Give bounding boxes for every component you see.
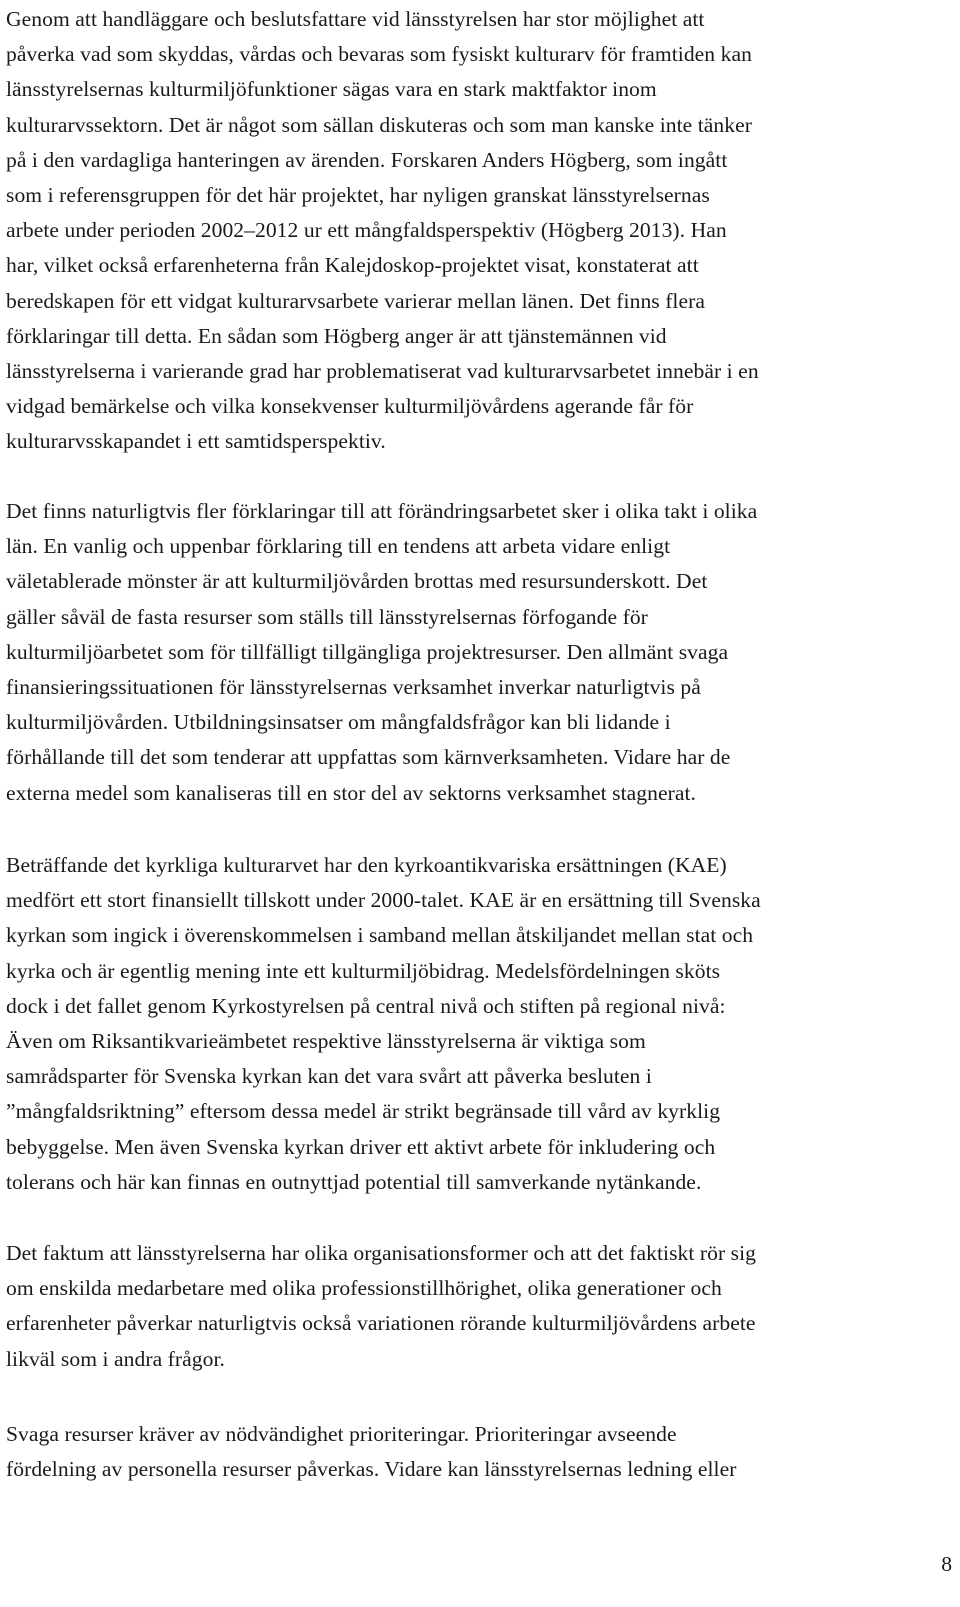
paragraph-5 — [6, 1417, 946, 1487]
text-line: erfarenheter påverkar naturligtvis också variationen rörande kulturmiljövårdens arbete — [6, 1311, 756, 1336]
text-line: väletablerade mönster är att kulturmiljövården brottas med resursunderskott. Det — [6, 569, 708, 594]
text-line: förhållande till det som tenderar att uppfattas som kärnverksamheten. Vidare har de — [6, 745, 731, 770]
text-line: om enskilda medarbetare med olika professionstillhörighet, olika generationer och — [6, 1276, 722, 1301]
text-line: kulturmiljövården. Utbildningsinsatser om mångfaldsfrågor kan bli lidande i — [6, 710, 671, 735]
paragraph-1 — [6, 2, 946, 460]
text-line: länsstyrelserna i varierande grad har problematiserat vad kulturarvsarbetet innebär i en — [6, 359, 759, 384]
text-line: Svaga resurser kräver av nödvändighet prioriteringar. Prioriteringar avseende — [6, 1422, 677, 1446]
text-line: kulturmiljöarbetet som för tillfälligt tillgängliga projektresurser. Den allmänt svaga — [6, 639, 729, 664]
text-line: kyrkan som ingick i överenskommelsen i samband mellan åtskiljandet mellan stat och — [6, 923, 754, 948]
text-line: beredskapen för ett vidgat kulturarvsarbete varierar mellan länen. Det finns flera — [6, 288, 705, 313]
paragraph-3 — [6, 848, 946, 1200]
text-line: påverka vad som skyddas, vårdas och bevaras som fysiskt kulturarv för framtiden kan — [6, 42, 752, 67]
text-line: kyrka och är egentlig mening inte ett kulturmiljöbidrag. Medelsfördelningen sköts — [6, 958, 721, 983]
text-line: Beträffande det kyrkliga kulturarvet har den kyrkoantikvariska ersättningen (KAE) — [6, 853, 727, 877]
text-line: dock i det fallet genom Kyrkostyrelsen på central nivå och stiften på regional nivå: — [6, 993, 726, 1018]
text-line: län. En vanlig och uppenbar förklaring till en tendens att arbeta vidare enligt — [6, 534, 671, 559]
text-line: bebyggelse. Men även Svenska kyrkan driver ett aktivt arbete för inkludering och — [6, 1134, 716, 1159]
text-line: tolerans och här kan finnas en outnyttjad potential till samverkande nytänkande. — [6, 1169, 702, 1194]
text-line: på i den vardagliga hanteringen av ärenden. Forskaren Anders Högberg, som ingått — [6, 147, 728, 172]
text-line: kulturarvssektorn. Det är något som sällan diskuteras och som man kanske inte tänker — [6, 112, 752, 137]
text-line: likväl som i andra frågor. — [6, 1346, 225, 1371]
text-line: externa medel som kanaliseras till en stor del av sektorns verksamhet stagnerat. — [6, 780, 696, 805]
text-line: Det finns naturligtvis fler förklaringar till att förändringsarbetet sker i olika takt i olika — [6, 499, 758, 523]
text-line: som i referensgruppen för det här projektet, har nyligen granskat länsstyrelsernas — [6, 183, 710, 208]
text-line: finansieringssituationen för länsstyrelsernas verksamhet inverkar naturligtvis på — [6, 675, 701, 700]
text-line: samrådsparter för Svenska kyrkan kan det vara svårt att påverka besluten i — [6, 1064, 652, 1089]
text-line: gäller såväl de fasta resurser som ställs till länsstyrelsernas förfogande för — [6, 604, 648, 629]
text-line: vidgad bemärkelse och vilka konsekvenser kulturmiljövårdens agerande får för — [6, 394, 694, 419]
page-number: 8 — [941, 1552, 952, 1576]
text-line: kulturarvsskapandet i ett samtidsperspektiv. — [6, 429, 386, 454]
text-line: förklaringar till detta. En sådan som Högberg anger är att tjänstemännen vid — [6, 323, 667, 348]
text-line: har, vilket också erfarenheterna från Kalejdoskop-projektet visat, konstaterat att — [6, 253, 699, 278]
text-line: ”mångfaldsriktning” eftersom dessa medel är strikt begränsade till vård av kyrklig — [6, 1099, 721, 1124]
text-line: arbete under perioden 2002–2012 ur ett mångfaldsperspektiv (Högberg 2013). Han — [6, 218, 727, 243]
paragraph-2 — [6, 494, 946, 811]
text-line: fördelning av personella resurser påverkas. Vidare kan länsstyrelsernas ledning eller — [6, 1457, 737, 1482]
paragraph-4 — [6, 1236, 946, 1377]
text-line: Genom att handläggare och beslutsfattare vid länsstyrelsen har stor möjlighet att — [6, 7, 705, 31]
text-line: medfört ett stort finansiellt tillskott under 2000-talet. KAE är en ersättning till Svenska — [6, 888, 761, 913]
text-line: Det faktum att länsstyrelserna har olika organisationsformer och att det faktiskt rör sig — [6, 1241, 757, 1265]
text-line: länsstyrelsernas kulturmiljöfunktioner sägas vara en stark maktfaktor inom — [6, 77, 657, 102]
text-line: Även om Riksantikvarieämbetet respektive länsstyrelserna är viktiga som — [6, 1029, 646, 1054]
